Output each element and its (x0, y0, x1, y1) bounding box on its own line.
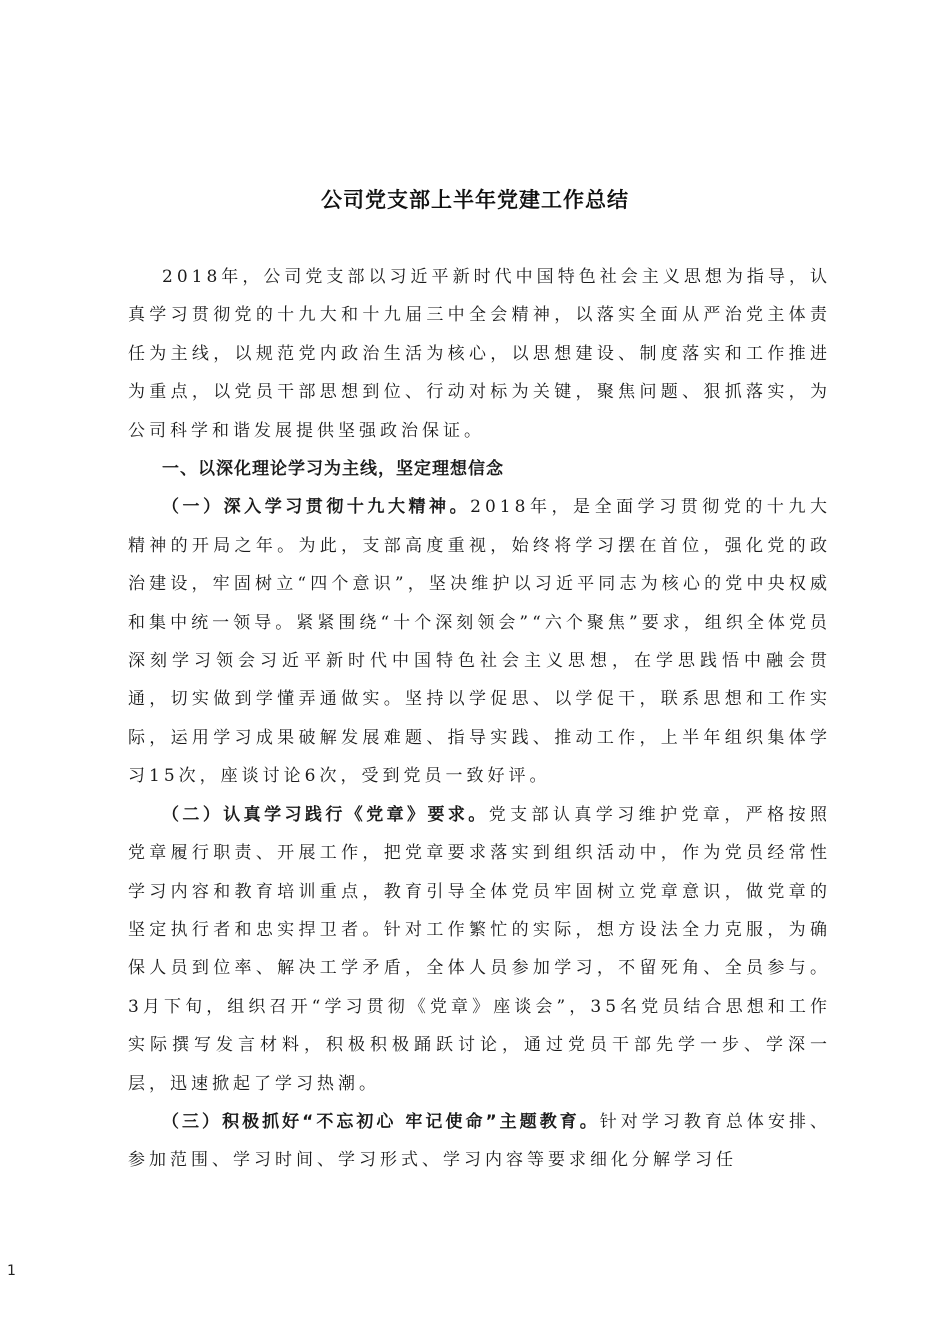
intro-paragraph: 2018年，公司党支部以习近平新时代中国特色社会主义思想为指导，认真学习贯彻党的十九大和十九届三中全会精神，以落实全面从严治党主体责任为主线，以规范党内政治生活为核心，以思想建设、制度落实和工作推进为重点，以党员干部思想到位、行动对标为关键，聚焦问题、狠抓落实，为公司科学和谐发展提供坚强政治保证。 (128, 267, 831, 441)
item-paragraph-1 (128, 488, 831, 795)
item-text-3: 针对学习教育总体安排、参加范围、学习时间、学习形式、学习内容等要求细化分解学习任 (128, 1111, 832, 1171)
document-body (128, 258, 831, 1180)
item-paragraph-2 (128, 796, 831, 1103)
page-number: 1 (7, 1263, 16, 1279)
item-lead-2: （二）认真学习践行《党章》要求。 (162, 804, 489, 825)
item-lead-3: （三）积极抓好“不忘初心 牢记使命”主题教育。 (162, 1111, 600, 1132)
item-text-1: 2018年，是全面学习贯彻党的十九大精神的开局之年。为此，支部高度重视，始终将学习摆在首位，强化党的政治建设，牢固树立“四个意识”，坚决维护以习近平同志为核心的党中央权威和集中统一领导。紧紧围绕“十个深刻领会”“六个聚焦”要求，组织全体党员深刻学习领会习近平新时代中国特色社会主义思想，在学思践悟中融会贯通，切实做到学懂弄通做实。坚持以学促思、以学促干，联系思想和工作实际，运用学习成果破解发展难题、指导实践、推动工作，上半年组织集体学习15次，座谈讨论6次，受到党员一致好评。 (128, 497, 831, 787)
item-lead-1: （一）深入学习贯彻十九大精神。 (162, 497, 471, 518)
item-paragraph-3 (128, 1103, 831, 1180)
document-title: 公司党支部上半年党建工作总结 (321, 188, 629, 212)
item-text-2: 党支部认真学习维护党章，严格按照党章履行职责、开展工作，把党章要求落实到组织活动中，作为党员经常性学习内容和教育培训重点，教育引导全体党员牢固树立党章意识，做党章的坚定执行者和忠实捍卫者。针对工作繁忙的实际，想方设法全力克服，为确保人员到位率、解决工学矛盾，全体人员参加学习，不留死角、全员参与。3月下旬，组织召开“学习贯彻《党章》座谈会”，35名党员结合思想和工作实际撰写发言材料，积极积极踊跃讨论，通过党员干部先学一步、学深一层，迅速掀起了学习热潮。 (128, 804, 832, 1094)
section-heading: 一、以深化理论学习为主线，坚定理想信念 (162, 459, 504, 480)
